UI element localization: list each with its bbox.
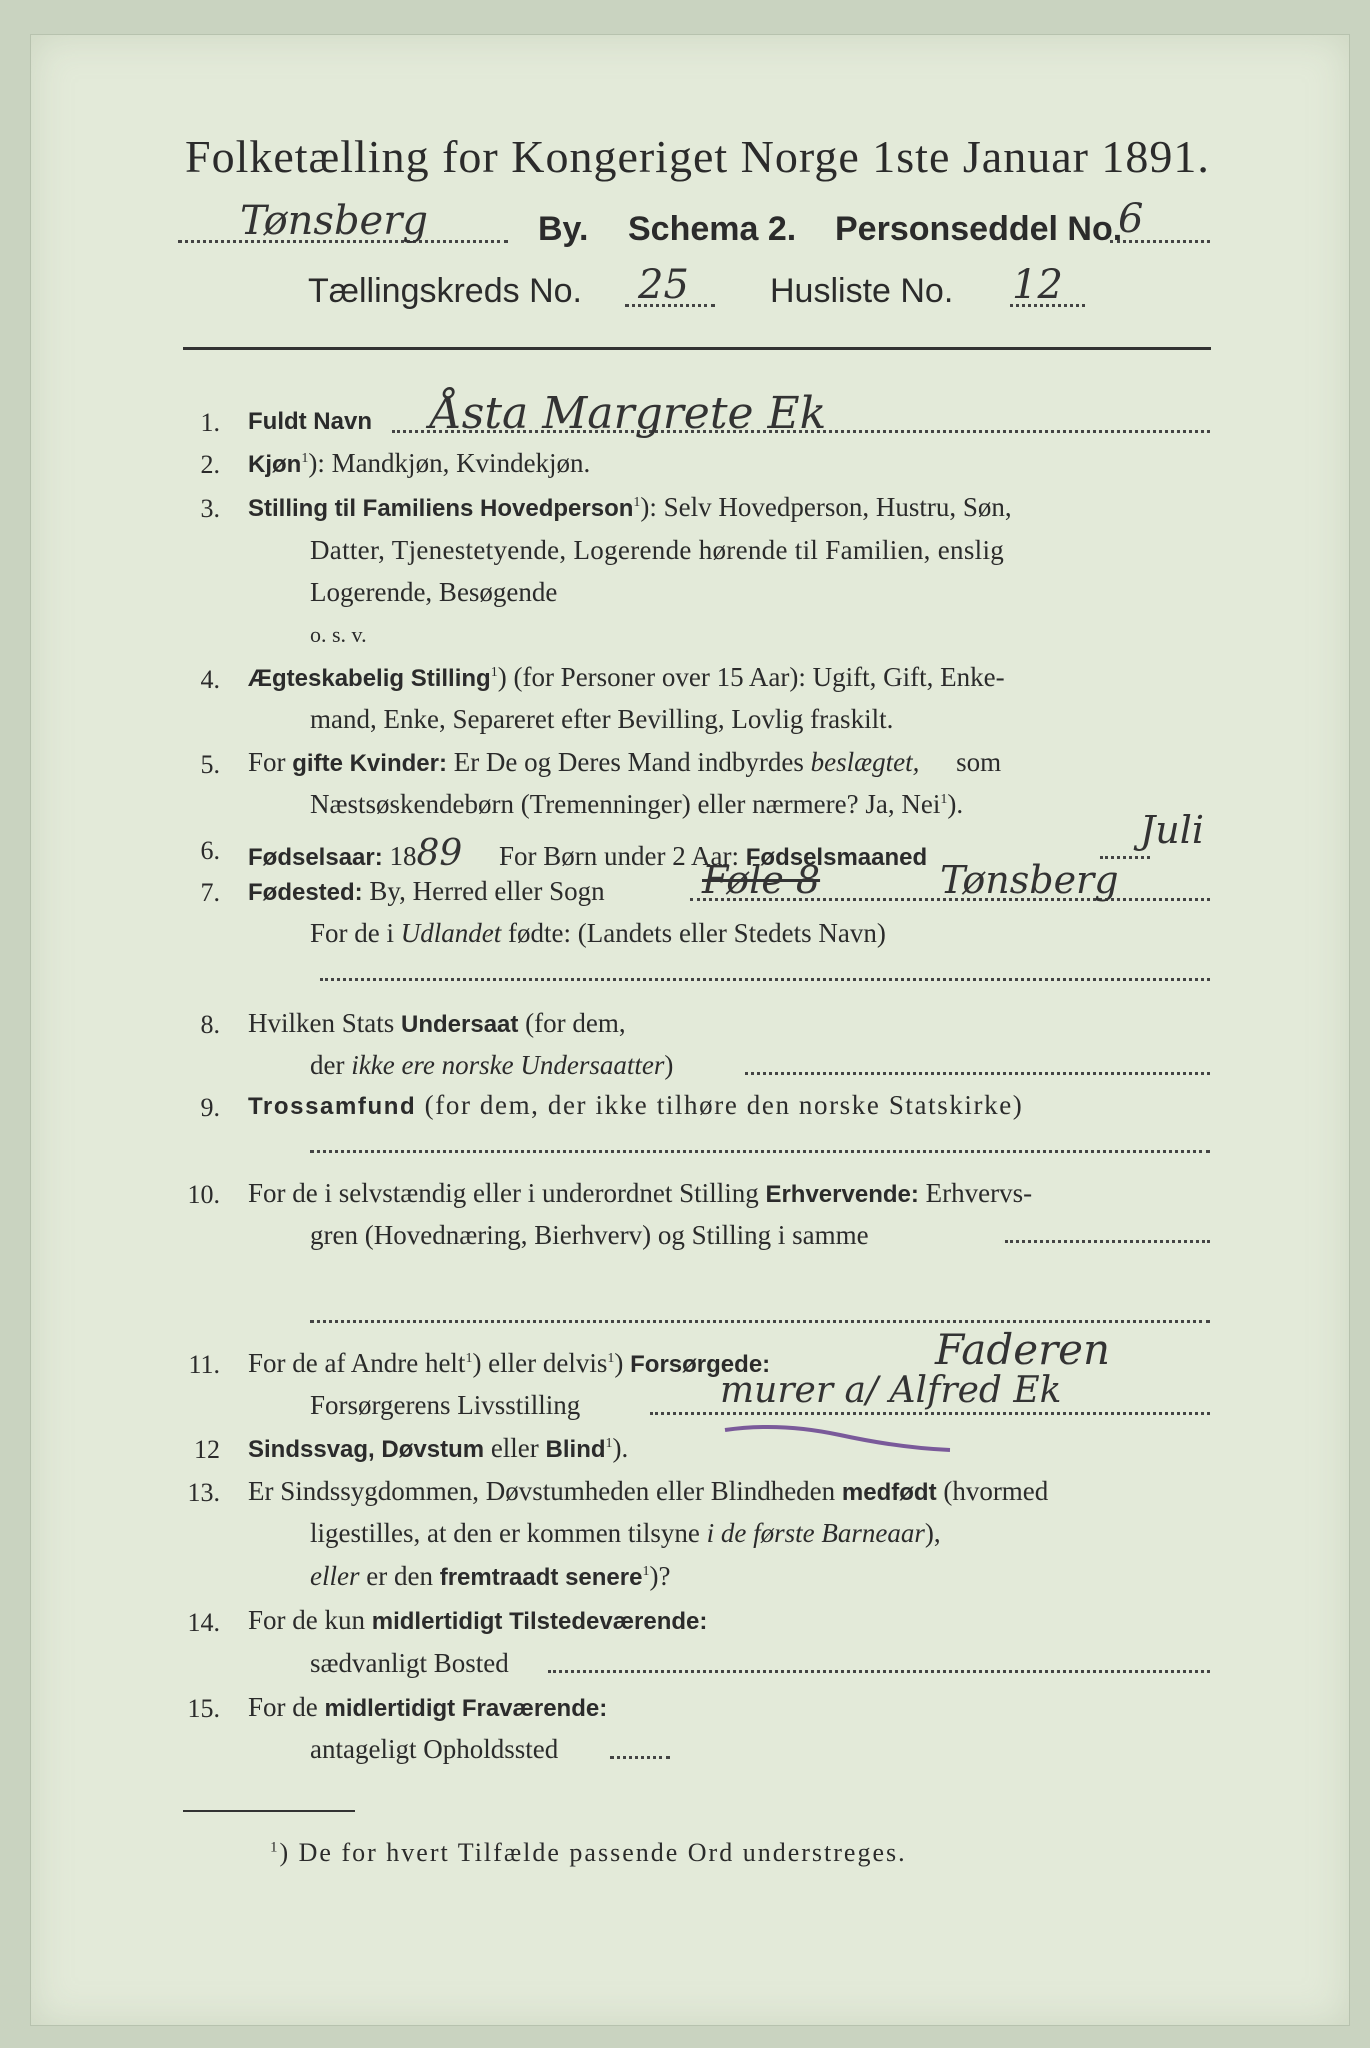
kjon-label: Kjøn — [248, 451, 302, 478]
text: For — [248, 747, 286, 777]
erhvervende-label: Erhvervende: — [765, 1181, 919, 1208]
birth-month-answer: Juli — [1140, 808, 1205, 852]
text: (for dem, — [525, 1008, 626, 1038]
dotted-line — [745, 1072, 1210, 1075]
dotted-line — [548, 1670, 1210, 1673]
schema-label: Schema 2. — [628, 210, 797, 248]
text: ikke ere norske Undersaatter — [351, 1050, 665, 1080]
undersaat-row-2 — [310, 1050, 673, 1081]
aegteskab-options: ) (for Personer over 15 Aar): Ugift, Gift, Enke- — [497, 662, 1005, 692]
town-handwritten: Tønsberg — [240, 198, 428, 244]
medfodt-row — [248, 1476, 1048, 1507]
item-number: 6. — [200, 836, 220, 865]
fremtraadt-label: fremtraadt senere — [439, 1564, 643, 1591]
footnote-ref: 1 — [633, 495, 641, 510]
text: (hvormed — [943, 1476, 1049, 1506]
text: som — [956, 747, 1002, 777]
text: eller — [310, 1561, 360, 1591]
text: Hvilken Stats — [248, 1008, 395, 1038]
husliste-label: Husliste No. — [770, 272, 954, 310]
text: ligestilles, at den er kommen tilsyne — [310, 1518, 700, 1548]
text: Er Sindssygdommen, Døvstumheden eller Blindheden — [248, 1476, 836, 1506]
fravaerende-row — [248, 1692, 607, 1723]
by-label: By. — [538, 210, 589, 248]
gifte-kvinder-label: gifte Kvinder: — [292, 750, 447, 777]
text: )? — [649, 1561, 671, 1591]
stilling-row — [248, 492, 1012, 523]
fravaerende-label: midlertidigt Fraværende: — [324, 1695, 608, 1722]
item-number: 12 — [194, 1435, 220, 1464]
item-number: 14. — [187, 1608, 220, 1637]
aegteskab-label: Ægteskabelig Stilling — [248, 665, 491, 692]
kjon-options: ): Mandkjøn, Kvindekjøn. — [308, 448, 591, 478]
item-number: 10. — [187, 1180, 220, 1209]
dotted-line — [310, 1150, 1210, 1153]
text: fødte: (Landets eller Stedets Navn) — [508, 918, 886, 948]
item-number: 3. — [200, 494, 220, 523]
text: der — [310, 1050, 345, 1080]
purple-underline-mark — [720, 1420, 960, 1460]
undersaat-row — [248, 1008, 626, 1039]
stilling-options-4: o. s. v. — [310, 622, 367, 647]
personseddel-label: Personseddel No. — [835, 210, 1123, 248]
fuldt-navn-label: Fuldt Navn — [248, 408, 372, 435]
footnote-ref: 1 — [490, 665, 498, 680]
footnote-ref: 1 — [940, 792, 948, 807]
dotted-line — [320, 978, 1210, 981]
text: ) eller delvis — [472, 1348, 608, 1378]
text: Erhvervs- — [925, 1178, 1033, 1208]
taellingskreds-label: Tællingskreds No. — [308, 272, 582, 310]
item-number: 4. — [200, 665, 220, 694]
text: ). — [947, 789, 964, 819]
medfodt-row-2 — [310, 1518, 941, 1549]
trossamfund-label: Trossamfund — [248, 1093, 417, 1120]
fodselsaar-label: Fødselsaar: — [248, 844, 383, 871]
census-form — [30, 34, 1350, 2026]
birthplace-answer: Tønsberg — [940, 858, 1119, 902]
sindssvag-row — [248, 1433, 628, 1464]
text: ) — [614, 1348, 624, 1378]
text: For de af Andre helt — [248, 1348, 466, 1378]
husliste-number: 12 — [1012, 262, 1063, 308]
dotted-line — [650, 1412, 1210, 1415]
text: For Børn under 2 Aar: — [499, 841, 739, 871]
fodested-row-2 — [310, 918, 886, 949]
forsorgede-row — [248, 1348, 770, 1379]
footnote-text: ) De for hvert Tilfælde passende Ord understreges. — [279, 1838, 907, 1867]
aegteskab-row — [248, 662, 1005, 693]
footnote-ref: 1 — [642, 1564, 650, 1579]
text: ) — [664, 1050, 674, 1080]
text: er den — [366, 1561, 433, 1591]
undersaat-label: Undersaat — [401, 1011, 519, 1038]
personseddel-number: 6 — [1118, 196, 1144, 242]
tilstede-row — [248, 1605, 707, 1636]
form-title: Folketælling for Kongeriget Norge 1ste Januar 1891. — [185, 131, 1210, 182]
text: Er De og Deres Mand indbyrdes — [453, 747, 804, 777]
medfodt-label: medfødt — [841, 1479, 937, 1506]
item-number: 8. — [200, 1010, 220, 1039]
fodselsmaaned-label: Fødselsmaaned — [745, 844, 928, 871]
footnote-marker: 1 — [270, 1839, 280, 1856]
item-number: 5. — [200, 750, 220, 779]
text: For de i — [310, 918, 394, 948]
livsstilling-label: Forsørgerens Livsstilling — [310, 1390, 581, 1420]
trossamfund-row — [248, 1090, 1023, 1121]
fodested-row — [248, 876, 605, 907]
text: By, Herred eller Sogn — [369, 876, 605, 906]
stilling-options: ): Selv Hovedperson, Hustru, Søn, — [640, 492, 1012, 522]
text: ). — [612, 1433, 629, 1463]
item-number: 1. — [200, 408, 220, 437]
text: i de første Barneaar — [706, 1518, 925, 1548]
footnote-ref: 1 — [465, 1351, 473, 1366]
footnote-ref: 1 — [605, 1436, 613, 1451]
text: For de — [248, 1692, 318, 1722]
text: Udlandet — [400, 918, 502, 948]
provider-answer: Faderen — [935, 1325, 1111, 1374]
fodested-label: Fødested: — [248, 879, 363, 906]
blind-label: Blind — [545, 1436, 606, 1463]
full-name-answer: Åsta Margrete Ek — [430, 388, 827, 439]
stilling-options-2: Datter, Tjenestetyende, Logerende hørende til Familien, enslig — [310, 535, 1005, 565]
aegteskab-options-2: mand, Enke, Separeret efter Bevilling, Lovlig fraskilt. — [310, 704, 894, 734]
forsorgede-label: Forsørgede: — [630, 1351, 771, 1378]
item-number: 11. — [188, 1350, 220, 1379]
text: ), — [924, 1518, 941, 1548]
item-number: 13. — [187, 1478, 220, 1507]
text: eller — [490, 1433, 539, 1463]
kjon-row — [248, 448, 590, 479]
stilling-options-3: Logerende, Besøgende — [310, 577, 558, 607]
stilling-label: Stilling til Familiens Hovedperson — [248, 495, 634, 522]
text: For de kun — [248, 1605, 365, 1635]
item-number: 15. — [187, 1694, 220, 1723]
gifte-kvinder-row-2 — [310, 789, 963, 820]
erhverv-row-2: gren (Hovednæring, Bierhverv) og Stilling i samme — [310, 1220, 869, 1250]
dotted-line — [310, 1320, 1210, 1323]
opholdssted-label: antageligt Opholdssted — [310, 1734, 559, 1764]
provider-occupation-answer: murer a/ Alfred Ek — [720, 1370, 1062, 1411]
footnote-ref: 1 — [301, 451, 309, 466]
footnote — [270, 1838, 907, 1868]
bosted-label: sædvanligt Bosted — [310, 1648, 509, 1678]
header-rule — [183, 347, 1211, 350]
dotted-line — [1005, 1240, 1210, 1243]
tilstede-label: midlertidigt Tilstedeværende: — [371, 1608, 708, 1635]
erhverv-row — [248, 1178, 1032, 1209]
dotted-line — [610, 1756, 670, 1759]
fodselsaar-row — [248, 833, 927, 874]
medfodt-row-3 — [310, 1561, 670, 1592]
item-number: 9. — [200, 1093, 220, 1122]
footnote-rule — [183, 1810, 355, 1812]
gifte-kvinder-row — [248, 747, 1001, 778]
birthplace-struck: Føle 8 — [702, 858, 821, 902]
year-prefix: 18 — [389, 841, 417, 871]
sindssvag-label: Sindssvag, Døvstum — [248, 1436, 485, 1463]
text: Næstsøskendebørn (Tremenninger) eller nærmere? Ja, Nei — [310, 789, 941, 819]
item-number: 7. — [200, 878, 220, 907]
text: For de i selvstændig eller i underordnet Stilling — [248, 1178, 759, 1208]
text: (for dem, der ikke tilhøre den norske Statskirke) — [424, 1090, 1024, 1120]
footnote-ref: 1 — [607, 1351, 615, 1366]
taellingskreds-number: 25 — [638, 262, 689, 308]
birth-year-answer: 89 — [416, 833, 463, 874]
text: beslægtet, — [810, 747, 920, 777]
item-number: 2. — [200, 450, 220, 479]
